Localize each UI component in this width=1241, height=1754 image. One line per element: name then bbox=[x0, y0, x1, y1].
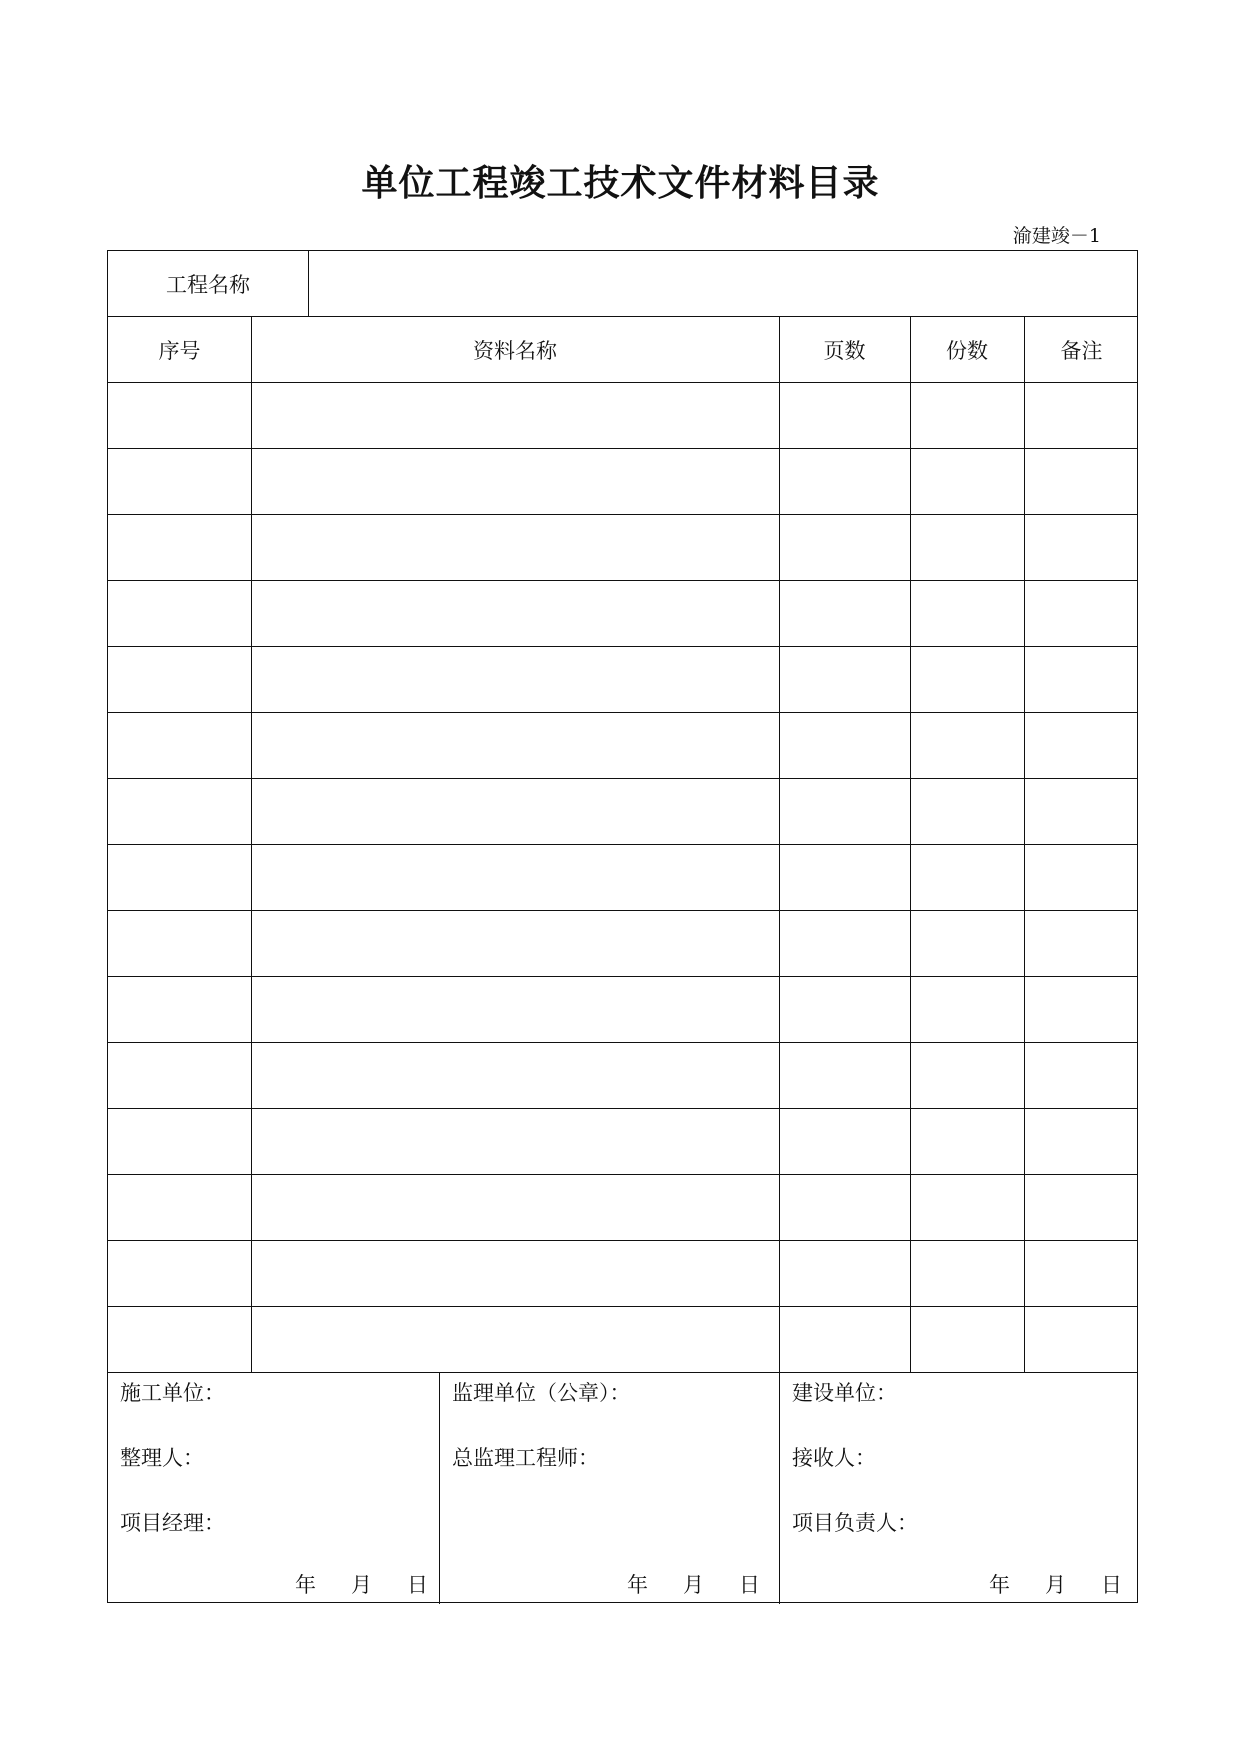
cell-remarks[interactable] bbox=[1024, 664, 1139, 692]
cell-copies[interactable] bbox=[910, 664, 1024, 692]
cell-remarks[interactable] bbox=[1024, 466, 1139, 494]
cell-copies[interactable] bbox=[910, 796, 1024, 824]
row-divider bbox=[108, 382, 1137, 383]
row-divider bbox=[108, 1174, 1137, 1175]
cell-copies[interactable] bbox=[910, 1258, 1024, 1286]
year-label: 年 bbox=[989, 1573, 1010, 1597]
cell-doc-name[interactable] bbox=[251, 400, 779, 428]
row-divider bbox=[108, 1042, 1137, 1043]
cell-remarks[interactable] bbox=[1024, 598, 1139, 626]
cell-doc-name[interactable] bbox=[251, 1126, 779, 1154]
cell-doc-name[interactable] bbox=[251, 1324, 779, 1352]
project-name-label: 工程名称 bbox=[166, 273, 250, 297]
cell-index[interactable] bbox=[108, 796, 251, 824]
catalog-form bbox=[107, 250, 1138, 1603]
owner-date bbox=[989, 1569, 1122, 1599]
cell-doc-name[interactable] bbox=[251, 730, 779, 758]
row-divider bbox=[108, 1306, 1137, 1307]
cell-doc-name[interactable] bbox=[251, 664, 779, 692]
owner-unit-label: 建设单位： bbox=[792, 1381, 897, 1405]
cell-index[interactable] bbox=[108, 532, 251, 560]
cell-doc-name[interactable] bbox=[251, 1060, 779, 1088]
cell-doc-name[interactable] bbox=[251, 598, 779, 626]
cell-remarks[interactable] bbox=[1024, 1324, 1139, 1352]
project-manager-label: 项目经理： bbox=[120, 1511, 225, 1535]
month-label: 月 bbox=[683, 1573, 704, 1597]
row-divider bbox=[108, 448, 1137, 449]
cell-pages[interactable] bbox=[779, 730, 910, 758]
cell-pages[interactable] bbox=[779, 994, 910, 1022]
cell-index[interactable] bbox=[108, 928, 251, 956]
cell-copies[interactable] bbox=[910, 862, 1024, 890]
cell-pages[interactable] bbox=[779, 928, 910, 956]
row-divider bbox=[108, 580, 1137, 581]
cell-index[interactable] bbox=[108, 664, 251, 692]
cell-index[interactable] bbox=[108, 1060, 251, 1088]
cell-pages[interactable] bbox=[779, 1060, 910, 1088]
month-label: 月 bbox=[351, 1573, 372, 1597]
cell-copies[interactable] bbox=[910, 598, 1024, 626]
cell-index[interactable] bbox=[108, 730, 251, 758]
cell-index[interactable] bbox=[108, 1192, 251, 1220]
header-copies: 份数 bbox=[946, 339, 988, 363]
cell-pages[interactable] bbox=[779, 664, 910, 692]
row-divider bbox=[108, 712, 1137, 713]
construction-unit-label: 施工单位： bbox=[120, 1381, 225, 1405]
row-divider bbox=[108, 1108, 1137, 1109]
cell-pages[interactable] bbox=[779, 1126, 910, 1154]
cell-pages[interactable] bbox=[779, 1192, 910, 1220]
cell-copies[interactable] bbox=[910, 466, 1024, 494]
cell-pages[interactable] bbox=[779, 466, 910, 494]
chief-supervisor-label: 总监理工程师： bbox=[452, 1446, 599, 1470]
cell-remarks[interactable] bbox=[1024, 928, 1139, 956]
cell-index[interactable] bbox=[108, 994, 251, 1022]
row-divider bbox=[108, 1372, 1137, 1373]
row-divider bbox=[108, 1240, 1137, 1241]
row-divider bbox=[108, 976, 1137, 977]
cell-remarks[interactable] bbox=[1024, 796, 1139, 824]
cell-copies[interactable] bbox=[910, 730, 1024, 758]
cell-doc-name[interactable] bbox=[251, 1192, 779, 1220]
construction-date bbox=[295, 1569, 428, 1599]
cell-pages[interactable] bbox=[779, 532, 910, 560]
cell-doc-name[interactable] bbox=[251, 862, 779, 890]
day-label: 日 bbox=[407, 1573, 428, 1597]
cell-pages[interactable] bbox=[779, 400, 910, 428]
cell-pages[interactable] bbox=[779, 1324, 910, 1352]
cell-index[interactable] bbox=[108, 1126, 251, 1154]
row-divider bbox=[108, 514, 1137, 515]
cell-pages[interactable] bbox=[779, 1258, 910, 1286]
cell-copies[interactable] bbox=[910, 1192, 1024, 1220]
signature-divider bbox=[439, 1372, 440, 1604]
cell-index[interactable] bbox=[108, 1258, 251, 1286]
cell-pages[interactable] bbox=[779, 796, 910, 824]
cell-doc-name[interactable] bbox=[251, 532, 779, 560]
supervision-unit-label: 监理单位（公章）： bbox=[452, 1381, 631, 1405]
project-leader-label: 项目负责人： bbox=[792, 1511, 918, 1535]
day-label: 日 bbox=[1101, 1573, 1122, 1597]
row-divider bbox=[108, 844, 1137, 845]
cell-copies[interactable] bbox=[910, 1126, 1024, 1154]
cell-copies[interactable] bbox=[910, 532, 1024, 560]
row-divider bbox=[108, 316, 1137, 317]
cell-index[interactable] bbox=[108, 466, 251, 494]
cell-doc-name[interactable] bbox=[251, 1258, 779, 1286]
cell-remarks[interactable] bbox=[1024, 862, 1139, 890]
cell-remarks[interactable] bbox=[1024, 994, 1139, 1022]
cell-doc-name[interactable] bbox=[251, 466, 779, 494]
document-title: 单位工程竣工技术文件材料目录 bbox=[361, 162, 880, 204]
cell-copies[interactable] bbox=[910, 1324, 1024, 1352]
organizer-label: 整理人： bbox=[120, 1446, 204, 1470]
cell-doc-name[interactable] bbox=[251, 928, 779, 956]
project-name-value[interactable] bbox=[308, 269, 1138, 297]
cell-copies[interactable] bbox=[910, 1060, 1024, 1088]
cell-pages[interactable] bbox=[779, 598, 910, 626]
cell-copies[interactable] bbox=[910, 400, 1024, 428]
cell-remarks[interactable] bbox=[1024, 1060, 1139, 1088]
year-label: 年 bbox=[295, 1573, 316, 1597]
header-remarks: 备注 bbox=[1060, 339, 1103, 363]
cell-index[interactable] bbox=[108, 1324, 251, 1352]
header-index: 序号 bbox=[158, 339, 201, 363]
cell-copies[interactable] bbox=[910, 928, 1024, 956]
cell-remarks[interactable] bbox=[1024, 400, 1139, 428]
header-pages: 页数 bbox=[823, 339, 866, 363]
row-divider bbox=[108, 778, 1137, 779]
form-code: 渝建竣－1 bbox=[1012, 225, 1101, 247]
cell-remarks[interactable] bbox=[1024, 1126, 1139, 1154]
cell-remarks[interactable] bbox=[1024, 1192, 1139, 1220]
day-label: 日 bbox=[739, 1573, 760, 1597]
cell-copies[interactable] bbox=[910, 994, 1024, 1022]
year-label: 年 bbox=[627, 1573, 648, 1597]
cell-index[interactable] bbox=[108, 400, 251, 428]
cell-index[interactable] bbox=[108, 598, 251, 626]
cell-remarks[interactable] bbox=[1024, 532, 1139, 560]
cell-pages[interactable] bbox=[779, 862, 910, 890]
header-doc-name: 资料名称 bbox=[473, 339, 557, 363]
cell-index[interactable] bbox=[108, 862, 251, 890]
cell-doc-name[interactable] bbox=[251, 796, 779, 824]
row-divider bbox=[108, 646, 1137, 647]
receiver-label: 接收人： bbox=[792, 1446, 876, 1470]
cell-remarks[interactable] bbox=[1024, 730, 1139, 758]
row-divider bbox=[108, 910, 1137, 911]
cell-doc-name[interactable] bbox=[251, 994, 779, 1022]
supervision-date bbox=[627, 1569, 760, 1599]
cell-remarks[interactable] bbox=[1024, 1258, 1139, 1286]
signature-divider bbox=[779, 1372, 780, 1604]
month-label: 月 bbox=[1045, 1573, 1066, 1597]
